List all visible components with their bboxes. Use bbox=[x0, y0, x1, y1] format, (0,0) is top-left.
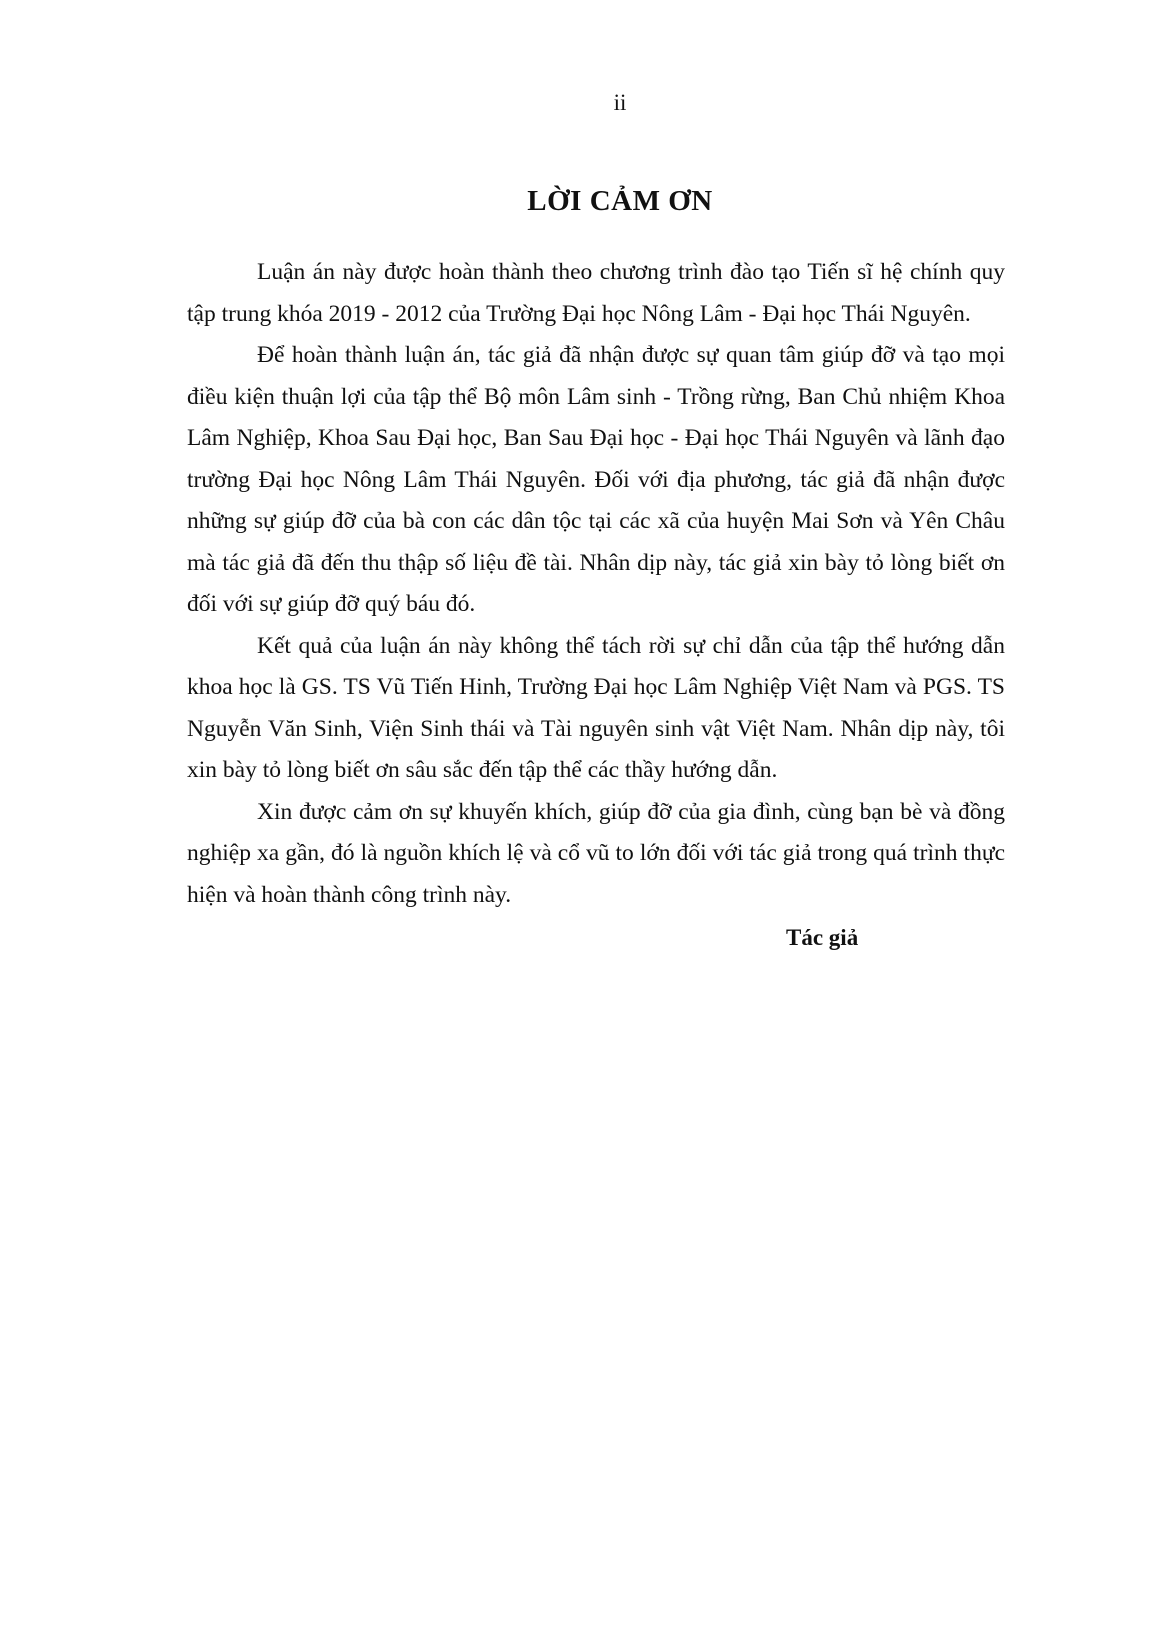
page-title: LỜI CẢM ƠN bbox=[527, 185, 713, 217]
page-number: ii bbox=[613, 90, 627, 115]
paragraph-supervisors: Kết quả của luận án này không thể tách rời sự chỉ dẫn của tập thể hướng dẫn khoa học là GS. TS Vũ Tiến Hinh, Trường Đại học Lâm Nghiệp Việt Nam và PGS. TS Nguyễn Văn Sinh, Viện Sinh thái và Tài nguyên sinh vật Việt Nam. Nhân dịp này, tôi xin bày tỏ lòng biết ơn sâu sắc đến tập thể các thầy hướng dẫn. bbox=[187, 632, 1005, 783]
paragraph-family: Xin được cảm ơn sự khuyến khích, giúp đỡ của gia đình, cùng bạn bè và đồng nghiệp xa gần, đó là nguồn khích lệ và cổ vũ to lớn đối với tác giả trong quá trình thực hiện và hoàn thành công trình này. bbox=[187, 798, 1005, 908]
paragraph-support: Để hoàn thành luận án, tác giả đã nhận được sự quan tâm giúp đỡ và tạo mọi điều kiện thuận lợi của tập thể Bộ môn Lâm sinh - Trồng rừng, Ban Chủ nhiệm Khoa Lâm Nghiệp, Khoa Sau Đại học, Ban Sau Đại học - Đại học Thái Nguyên và lãnh đạo trường Đại học Nông Lâm Thái Nguyên. Đối với địa phương, tác giả đã nhận được những sự giúp đỡ của bà con các dân tộc tại các xã của huyện Mai Sơn và Yên Châu mà tác giả đã đến thu thập số liệu đề tài. Nhân dịp này, tác giả xin bày tỏ lòng biết ơn đối với sự giúp đỡ quý báu đó. bbox=[187, 342, 1005, 617]
paragraph-program: Luận án này được hoàn thành theo chương trình đào tạo Tiến sĩ hệ chính quy tập trung khóa 2019 - 2012 của Trường Đại học Nông Lâm - Đại học Thái Nguyên. bbox=[187, 259, 1005, 327]
author-signature: Tác giả bbox=[786, 925, 859, 950]
acknowledgement-body bbox=[187, 252, 1005, 916]
